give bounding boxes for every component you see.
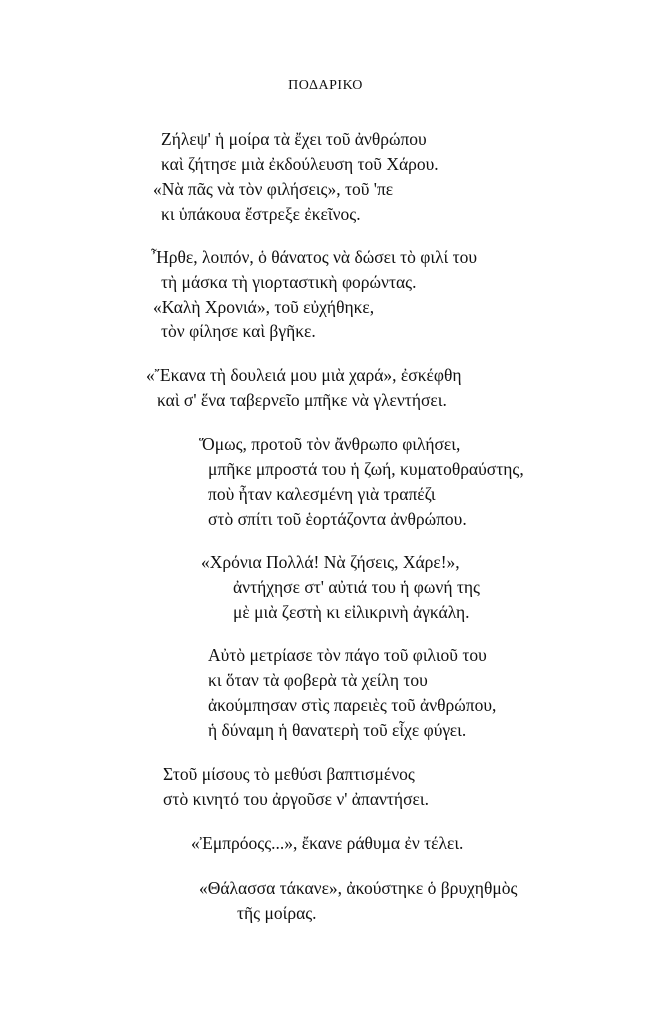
poem-line: μὲ μιὰ ζεστὴ κι εἰλικρινὴ ἀγκάλη. [233, 602, 470, 622]
poem-line: «Χρόνια Πολλά! Νὰ ζήσεις, Χάρε!», [201, 552, 460, 572]
poem-line: Αὐτὸ μετρίασε τὸν πάγο τοῦ φιλιοῦ του [208, 645, 487, 665]
poem-line: «Ἐμπρόοςς...», ἔκανε ράθυμα ἐν τέλει. [191, 833, 464, 853]
poem-line: μπῆκε μπροστά του ἡ ζωή, κυματοθραύστης, [208, 459, 524, 479]
poem-line: ἡ δύναμη ἡ θανατερὴ τοῦ εἶχε φύγει. [208, 720, 467, 740]
poem-line: τῆς μοίρας. [237, 903, 317, 923]
poem-line: ποὺ ἦταν καλεσμένη γιὰ τραπέζι [208, 484, 436, 504]
poem-line: Ἦρθε, λοιπόν, ὁ θάνατος νὰ δώσει τὸ φιλί του [151, 247, 478, 267]
poem-line: Ζήλεψ' ἡ μοίρα τὰ ἔχει τοῦ ἀνθρώπου [161, 129, 427, 149]
poem-line: «Καλὴ Χρονιά», τοῦ εὐχήθηκε, [153, 297, 375, 317]
poem-line: ἀντήχησε στ' αὐτιά του ἡ φωνή της [233, 577, 480, 597]
poem-line: στὸ σπίτι τοῦ ἑορτάζοντα ἀνθρώπου. [208, 509, 467, 529]
poem-line: κι ὅταν τὰ φοβερὰ τὰ χείλη του [208, 670, 428, 690]
poem-line: ἀκούμπησαν στὶς παρειὲς τοῦ ἀνθρώπου, [208, 695, 497, 715]
poem-line: καὶ ζήτησε μιὰ ἐκδούλευση τοῦ Χάρου. [161, 154, 439, 174]
poem-line: «Θάλασσα τάκανε», ἀκούστηκε ὁ βρυχηθμὸς [199, 878, 518, 898]
poem-line: τὸν φίλησε καὶ βγῆκε. [161, 321, 316, 341]
poem-title: ΠΟΔΑΡΙΚΟ [288, 78, 363, 93]
poem-line: καὶ σ' ἕνα ταβερνεῖο μπῆκε νὰ γλεντήσει. [157, 390, 447, 410]
poem-line: στὸ κινητό του ἀργοῦσε ν' ἀπαντήσει. [163, 789, 429, 809]
poem-line: τὴ μάσκα τὴ γιορταστικὴ φορώντας. [161, 272, 417, 292]
poem-line: «Νὰ πᾶς νὰ τὸν φιλήσεις», τοῦ 'πε [153, 179, 394, 199]
poem-line: Ὅμως, προτοῦ τὸν ἄνθρωπο φιλήσει, [199, 434, 461, 454]
poem-line: κι ὑπάκουα ἔστρεξε ἐκεῖνος. [161, 204, 361, 224]
poem-line: Στοῦ μίσους τὸ μεθύσι βαπτισμένος [163, 764, 415, 784]
poem-line: «Ἔκανα τὴ δουλειά μου μιὰ χαρά», ἐσκέφθη [146, 365, 462, 385]
